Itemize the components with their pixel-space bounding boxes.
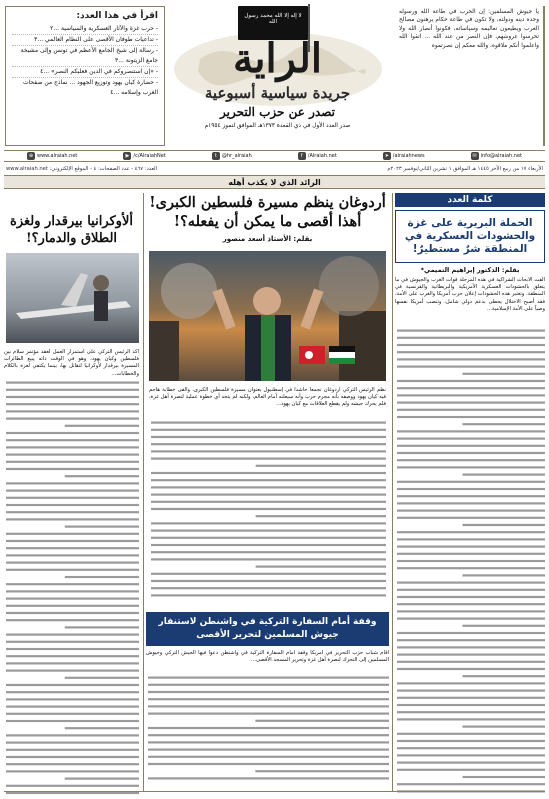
text-line bbox=[397, 351, 545, 353]
text-line bbox=[6, 482, 139, 484]
masthead-title: الراية bbox=[232, 35, 323, 82]
bottom-article bbox=[146, 650, 389, 790]
text-line bbox=[6, 518, 139, 520]
intro-quote-box bbox=[395, 6, 545, 146]
text-line bbox=[6, 785, 139, 787]
lead-article-title[interactable]: أردوغان ينظم مسيرة فلسطين الكبرى! أهذا أقصى ما يمكن أن يفعله؟! bbox=[149, 194, 386, 230]
text-lines-placeholder bbox=[4, 379, 139, 799]
text-line bbox=[6, 446, 139, 448]
intro-quote: يا جيوش المسلمين: إن الحرب في طاعة الله ورسوله وحده دينه ودولته، ولا تكون في طاعة حكام يرهنون مصالح الغرب ويطيعون تعاليمه وسياساته، فكونوا أنصار الله ولا تحرسوا عروشهم، فإن النصر من عند الله ... اتقوا الله واعلموا أنكم ملاقوه، والله معكم إن نصرتموه bbox=[399, 9, 539, 49]
text-line bbox=[6, 432, 139, 434]
text-line bbox=[6, 382, 139, 384]
masthead-subtitle: جريدة سياسية أسبوعية bbox=[204, 84, 351, 102]
issue-contents-box bbox=[5, 6, 165, 146]
motto-bar bbox=[4, 175, 545, 189]
text-line bbox=[397, 366, 545, 368]
text-line bbox=[397, 438, 545, 440]
text-line bbox=[397, 459, 545, 461]
text-line bbox=[65, 727, 139, 729]
text-line bbox=[397, 596, 545, 598]
text-line bbox=[6, 590, 139, 592]
text-line bbox=[151, 508, 386, 510]
text-line bbox=[151, 551, 386, 553]
issue-contents-item[interactable]: - تداعيات طوفان الأقصى على النظام العالمي ...٣ bbox=[12, 35, 158, 46]
text-line bbox=[6, 713, 139, 715]
text-line bbox=[397, 538, 545, 540]
editorial-column bbox=[395, 193, 545, 791]
text-line bbox=[6, 641, 139, 643]
text-line bbox=[148, 756, 389, 758]
text-line bbox=[6, 540, 139, 542]
social-handle[interactable]: @hr_alraiah bbox=[221, 153, 252, 159]
issue-date: الأربعاء ١٧ من ربيع الآخر ١٤٤٥ هـ الموافق ١ تشرين الثاني/نوفمبر ٢٠٢٣م bbox=[387, 166, 543, 172]
left-article bbox=[4, 193, 139, 791]
text-line bbox=[6, 684, 139, 686]
issue-contents-item[interactable]: - حرب غزة والآثار العسكرية والسياسية ...٢ bbox=[12, 24, 158, 35]
text-line bbox=[463, 373, 546, 375]
social-link[interactable] bbox=[471, 152, 522, 160]
text-line bbox=[256, 465, 386, 467]
text-line bbox=[65, 526, 139, 528]
text-line bbox=[148, 749, 389, 751]
text-lines-placeholder bbox=[146, 674, 389, 786]
text-line bbox=[6, 410, 139, 412]
text-line bbox=[65, 425, 139, 427]
email-link[interactable]: info@alraiah.net bbox=[480, 153, 522, 159]
masthead-publisher: تصدر عن حزب التحرير bbox=[220, 105, 335, 119]
text-line bbox=[397, 603, 545, 605]
text-line bbox=[6, 533, 139, 535]
text-line bbox=[397, 639, 545, 641]
text-line bbox=[397, 380, 545, 382]
text-line bbox=[397, 582, 545, 584]
text-line bbox=[397, 610, 545, 612]
website-link[interactable]: www.alraiah.net bbox=[37, 153, 78, 159]
text-line bbox=[397, 682, 545, 684]
text-line bbox=[151, 486, 386, 488]
text-line bbox=[151, 422, 386, 424]
lead-article bbox=[146, 193, 389, 608]
text-line bbox=[463, 574, 546, 576]
text-line bbox=[397, 409, 545, 411]
motto: الرائد الذي لا يكذب أهله bbox=[228, 178, 321, 187]
social-link[interactable] bbox=[383, 152, 425, 160]
text-line bbox=[151, 558, 386, 560]
text-line bbox=[397, 740, 545, 742]
lead-article-body: نظّم الرئيس التركي أردوغان تجمعاً حاشداً في إسطنبول بعنوان مسيرة فلسطين الكبرى، وألقى خطابة هاجم فيه كيان يهود ووصفه بأنه مجرم حرب وأنه سيعلنه أمام العالم، ولكنه لم يتخذ أي خطوة عملية لنصرة أهل غزة، فلم يحرك جيشه ولم يقطع العلاقات مع كيان يهود... bbox=[149, 387, 386, 408]
text-line bbox=[148, 727, 389, 729]
text-line bbox=[397, 618, 545, 620]
text-line bbox=[397, 769, 545, 771]
text-line bbox=[6, 691, 139, 693]
text-line bbox=[6, 605, 139, 607]
text-line bbox=[463, 675, 546, 677]
text-line bbox=[65, 778, 139, 780]
lead-article-photo bbox=[149, 251, 386, 381]
social-link[interactable] bbox=[123, 152, 165, 160]
text-line bbox=[397, 646, 545, 648]
text-line bbox=[397, 560, 545, 562]
social-handle[interactable]: /Alraiah.net bbox=[307, 153, 337, 159]
social-link[interactable] bbox=[27, 152, 77, 160]
text-line bbox=[463, 776, 546, 778]
text-line bbox=[463, 423, 546, 425]
text-line bbox=[463, 625, 546, 627]
text-line bbox=[148, 763, 389, 765]
text-line bbox=[151, 472, 386, 474]
lead-article-body-continuation bbox=[149, 419, 386, 605]
text-line bbox=[397, 690, 545, 692]
text-line bbox=[397, 402, 545, 404]
text-line bbox=[6, 662, 139, 664]
text-line bbox=[256, 515, 386, 517]
text-line bbox=[397, 344, 545, 346]
bottom-article-body: أقام شباب حزب التحرير في أمريكا وقفة أمام السفارة التركية في واشنطن دعوا فيها الجيش التركي وجيوش المسلمين إلى التحرك لنصرة أهل غزة وتحرير المسجد الأقصى... bbox=[146, 650, 389, 664]
text-line bbox=[65, 626, 139, 628]
masthead-first-issue: صدر العدد الأول في ذي القعدة ١٣٧٣هـ الموافق لتموز ١٩٥٤م bbox=[204, 123, 351, 129]
text-line bbox=[6, 734, 139, 736]
text-line bbox=[151, 594, 386, 596]
masthead bbox=[170, 4, 385, 146]
social-links-bar bbox=[4, 150, 545, 162]
text-line bbox=[6, 454, 139, 456]
text-line bbox=[6, 742, 139, 744]
editorial-author: بقلم: الدكتور إبراهيم التميمي* bbox=[420, 266, 520, 274]
bottom-banner-title: وقفة أمام السفارة التركية في واشنطن لاستنفار جيوش المسلمين لتحرير الأقصى bbox=[158, 617, 377, 640]
text-line bbox=[148, 705, 389, 707]
text-line bbox=[6, 418, 139, 420]
lead-article-author: بقلم: الأستاذ أسعد منصور bbox=[222, 235, 313, 243]
text-line bbox=[151, 450, 386, 452]
bottom-banner[interactable] bbox=[146, 612, 389, 646]
text-line bbox=[397, 394, 545, 396]
text-line bbox=[148, 691, 389, 693]
text-line bbox=[397, 546, 545, 548]
social-handle[interactable]: /alraiahnews bbox=[392, 153, 425, 159]
text-line bbox=[397, 718, 545, 720]
text-line bbox=[397, 783, 545, 785]
bottom-article-body-continuation bbox=[146, 674, 389, 786]
text-line bbox=[6, 698, 139, 700]
text-line bbox=[6, 598, 139, 600]
text-line bbox=[65, 677, 139, 679]
text-line bbox=[6, 461, 139, 463]
text-line bbox=[151, 494, 386, 496]
twitter-icon: t bbox=[212, 152, 220, 160]
text-line bbox=[151, 501, 386, 503]
text-line bbox=[6, 706, 139, 708]
text-lines-placeholder bbox=[149, 419, 386, 605]
text-line bbox=[6, 490, 139, 492]
text-line bbox=[6, 619, 139, 621]
text-line bbox=[397, 330, 545, 332]
text-line bbox=[397, 430, 545, 432]
text-line bbox=[6, 389, 139, 391]
text-line bbox=[397, 697, 545, 699]
text-line bbox=[6, 670, 139, 672]
text-line bbox=[397, 358, 545, 360]
text-line bbox=[151, 443, 386, 445]
social-link[interactable] bbox=[298, 152, 337, 160]
text-line bbox=[397, 387, 545, 389]
text-line bbox=[148, 698, 389, 700]
text-line bbox=[151, 573, 386, 575]
text-line bbox=[397, 531, 545, 533]
text-line bbox=[148, 741, 389, 743]
text-line bbox=[151, 544, 386, 546]
text-line bbox=[151, 587, 386, 589]
text-line bbox=[463, 474, 546, 476]
text-line bbox=[463, 726, 546, 728]
text-line bbox=[6, 634, 139, 636]
text-line bbox=[397, 416, 545, 418]
text-line bbox=[151, 458, 386, 460]
text-line bbox=[397, 567, 545, 569]
issue-info-bar bbox=[4, 164, 545, 174]
text-lines-placeholder bbox=[395, 327, 545, 797]
text-line bbox=[397, 495, 545, 497]
text-line bbox=[151, 530, 386, 532]
issue-contents-item[interactable]: - رسالة إلى شيخ الجامع الأعظم في تونس وإلى مشيخة جامع الزيتونة ...٣ bbox=[12, 46, 158, 67]
text-line bbox=[6, 749, 139, 751]
drone-photo bbox=[6, 253, 139, 343]
globe-icon: ⊕ bbox=[28, 153, 34, 159]
city-ruins-silhouette bbox=[149, 251, 386, 381]
text-line bbox=[151, 429, 386, 431]
text-line bbox=[256, 566, 386, 568]
text-line bbox=[397, 488, 545, 490]
text-line bbox=[6, 792, 139, 794]
text-line bbox=[255, 770, 389, 772]
text-line bbox=[397, 517, 545, 519]
text-line bbox=[65, 576, 139, 578]
text-line bbox=[151, 522, 386, 524]
text-line bbox=[397, 452, 545, 454]
text-line bbox=[397, 466, 545, 468]
text-line bbox=[148, 684, 389, 686]
left-article-body-continuation bbox=[4, 379, 139, 799]
text-line bbox=[6, 439, 139, 441]
text-line bbox=[6, 583, 139, 585]
text-line bbox=[148, 677, 389, 679]
editorial-label: كلمة العدد bbox=[395, 193, 545, 207]
text-line bbox=[6, 655, 139, 657]
text-line bbox=[397, 481, 545, 483]
issue-contents-item[interactable]: - حضارة كيان يهود وتوزيع الجهود ... نماذج من صفحات الغرب وإسلامه ...٤ bbox=[22, 79, 158, 96]
social-handle[interactable]: /c/AlraiahNet bbox=[133, 153, 166, 159]
text-line bbox=[65, 475, 139, 477]
text-line bbox=[397, 337, 545, 339]
text-line bbox=[148, 713, 389, 715]
left-article-body: أكد الرئيس التركي على استمرار العمل لعقد مؤتمر سلام بين فلسطين وكيان يهود، وهو في الوقت ذاته يبيع الطائرات المسيرة بيرقدار لأوكرانيا لتقاتل بها، بينما يكتفي لغزة بالكلام والخطابات... bbox=[4, 349, 139, 377]
issue-number: العدد: ٤٦٧ - عدد الصفحات: ٤ - الموقع الإلكتروني: www.alraiah.net bbox=[6, 166, 158, 172]
text-line bbox=[397, 747, 545, 749]
text-line bbox=[397, 445, 545, 447]
text-line bbox=[397, 711, 545, 713]
text-line bbox=[397, 502, 545, 504]
issue-contents-list bbox=[12, 24, 158, 98]
text-line bbox=[148, 777, 389, 779]
text-line bbox=[6, 562, 139, 564]
text-line bbox=[6, 720, 139, 722]
text-line bbox=[6, 396, 139, 398]
text-line bbox=[148, 734, 389, 736]
text-line bbox=[151, 580, 386, 582]
text-line bbox=[151, 537, 386, 539]
text-line bbox=[6, 504, 139, 506]
text-line bbox=[397, 553, 545, 555]
text-line bbox=[6, 756, 139, 758]
text-line bbox=[397, 733, 545, 735]
text-line bbox=[397, 754, 545, 756]
social-link[interactable] bbox=[212, 152, 252, 160]
text-line bbox=[6, 569, 139, 571]
text-line bbox=[6, 511, 139, 513]
text-line bbox=[397, 654, 545, 656]
text-line bbox=[397, 589, 545, 591]
editorial-body: ألقت الأبحاث الشراكية في هذه المرحلة قوات الغرب والجيوش في ما يتعلق بالحشودات العسكرية الأمريكية والبريطانية والفرنسية في المنطقة. وتعتبر هذه الحشودات إعلان حرب أمريكا والغرب على الأمة، فقد أصبح الاحتلال يحظى بدعم دولي شامل، وتنصب أمريكا نفسها وصياً على الأمة الإسلامية... bbox=[395, 277, 545, 312]
flag-shahada: لا إله إلا الله محمد رسول الله bbox=[244, 13, 302, 25]
text-line bbox=[6, 648, 139, 650]
text-line bbox=[6, 770, 139, 772]
text-line bbox=[397, 668, 545, 670]
text-line bbox=[6, 468, 139, 470]
text-line bbox=[6, 612, 139, 614]
text-line bbox=[397, 704, 545, 706]
text-line bbox=[6, 547, 139, 549]
text-line bbox=[397, 762, 545, 764]
left-article-photo bbox=[6, 253, 139, 343]
youtube-icon: ▶ bbox=[123, 152, 131, 160]
telegram-icon: ➤ bbox=[384, 153, 389, 159]
issue-contents-heading: اقرأ في هذا العدد: bbox=[76, 11, 158, 21]
text-line bbox=[151, 436, 386, 438]
text-line bbox=[255, 720, 389, 722]
text-line bbox=[6, 403, 139, 405]
text-line bbox=[6, 763, 139, 765]
text-line bbox=[6, 554, 139, 556]
text-line bbox=[397, 632, 545, 634]
editorial-title[interactable]: الحملة البريرية على غزة والحشودات العسكرية في المنطقة شرٌ مستطيرٌ! bbox=[395, 210, 545, 263]
text-line bbox=[463, 524, 546, 526]
left-article-title[interactable]: ألأوكرانيا بيرقدار ولغزة الطلاق والدمار؟! bbox=[10, 214, 133, 246]
text-line bbox=[397, 661, 545, 663]
editorial-body-continuation bbox=[395, 327, 545, 797]
text-line bbox=[6, 497, 139, 499]
email-icon: ✉ bbox=[472, 153, 477, 159]
text-line bbox=[151, 479, 386, 481]
issue-contents-item[interactable]: - «إن استنصروكم في الدين فعليكم النصر» ...٤ bbox=[12, 67, 158, 78]
text-line bbox=[397, 510, 545, 512]
facebook-icon: f bbox=[298, 152, 306, 160]
